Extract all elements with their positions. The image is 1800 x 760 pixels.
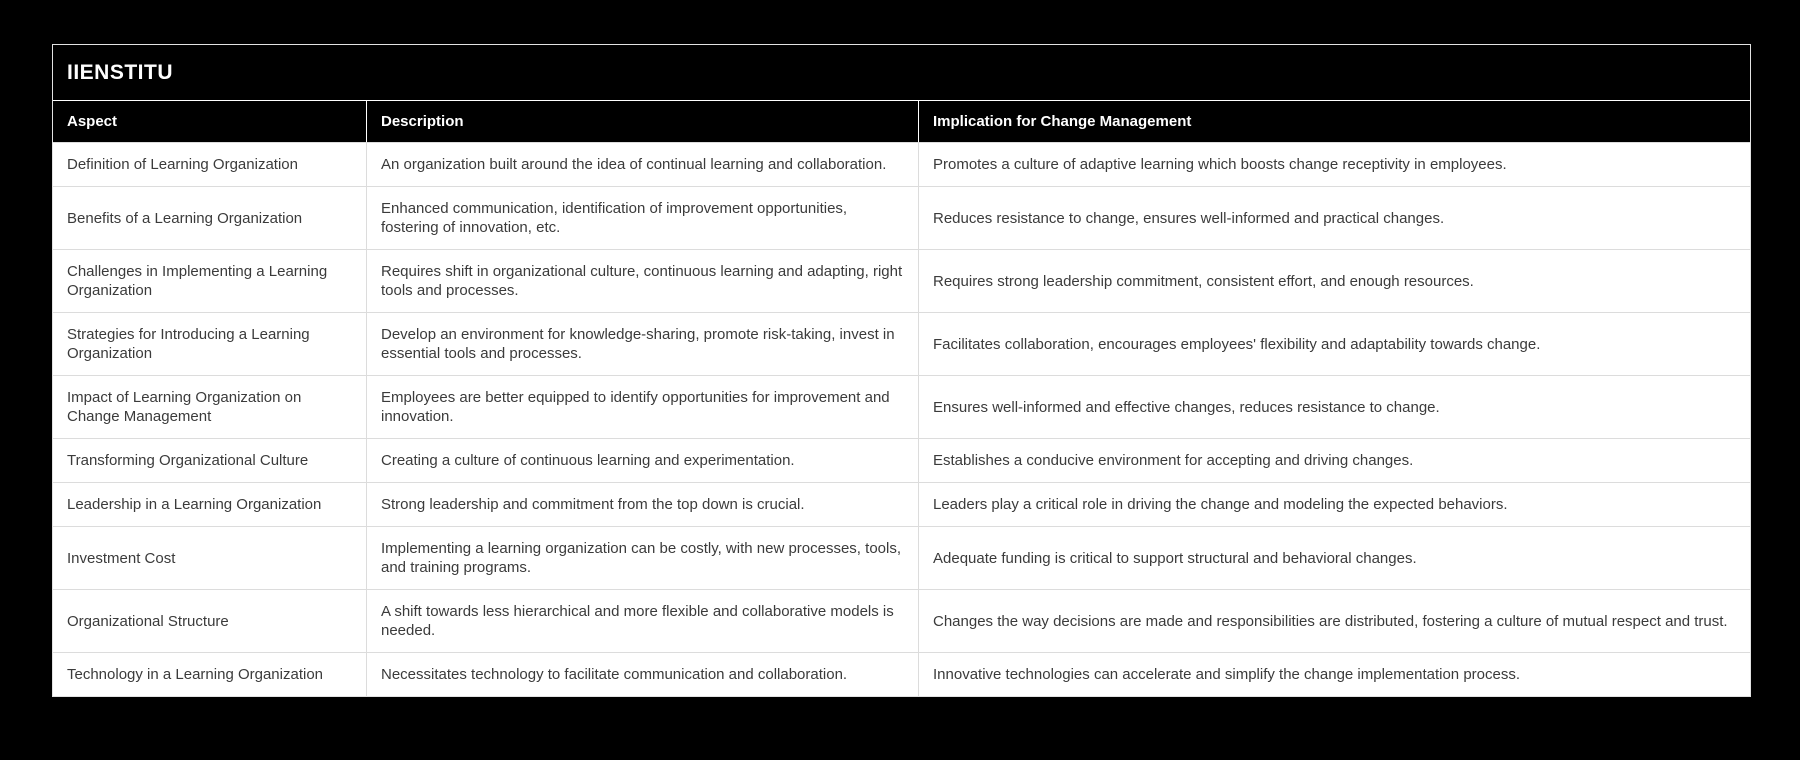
implication-cell: Requires strong leadership commitment, consistent effort, and enough resources. <box>918 249 1750 312</box>
table-row <box>53 438 1750 482</box>
table-row <box>53 482 1750 526</box>
description-cell: Employees are better equipped to identify opportunities for improvement and innovation. <box>366 375 918 438</box>
learning-organization-table <box>53 101 1750 696</box>
table-row <box>53 652 1750 696</box>
aspect-cell: Organizational Structure <box>53 589 366 652</box>
implication-cell: Establishes a conducive environment for accepting and driving changes. <box>918 438 1750 482</box>
header-row <box>53 101 1750 142</box>
implication-cell: Leaders play a critical role in driving the change and modeling the expected behaviors. <box>918 482 1750 526</box>
description-cell: Implementing a learning organization can be costly, with new processes, tools, and training programs. <box>366 526 918 589</box>
brand-title: IIENSTITU <box>53 45 1750 101</box>
implication-cell: Facilitates collaboration, encourages employees' flexibility and adaptability towards change. <box>918 312 1750 375</box>
aspect-cell: Impact of Learning Organization on Change Management <box>53 375 366 438</box>
aspect-cell: Strategies for Introducing a Learning Organization <box>53 312 366 375</box>
implication-cell: Changes the way decisions are made and responsibilities are distributed, fostering a culture of mutual respect and trust. <box>918 589 1750 652</box>
description-cell: Strong leadership and commitment from the top down is crucial. <box>366 482 918 526</box>
implication-cell: Ensures well-informed and effective changes, reduces resistance to change. <box>918 375 1750 438</box>
table-row <box>53 589 1750 652</box>
table-card <box>52 44 1751 697</box>
description-cell: Necessitates technology to facilitate communication and collaboration. <box>366 652 918 696</box>
table-row <box>53 312 1750 375</box>
implication-cell: Innovative technologies can accelerate and simplify the change implementation process. <box>918 652 1750 696</box>
table-row <box>53 142 1750 186</box>
implication-cell: Promotes a culture of adaptive learning which boosts change receptivity in employees. <box>918 142 1750 186</box>
description-cell: A shift towards less hierarchical and more flexible and collaborative models is needed. <box>366 589 918 652</box>
description-cell: Enhanced communication, identification of improvement opportunities, fostering of innovation, etc. <box>366 186 918 249</box>
column-header-aspect: Aspect <box>53 101 366 142</box>
description-cell: Develop an environment for knowledge-sharing, promote risk-taking, invest in essential tools and processes. <box>366 312 918 375</box>
implication-cell: Adequate funding is critical to support structural and behavioral changes. <box>918 526 1750 589</box>
table-header <box>53 101 1750 142</box>
table-row <box>53 526 1750 589</box>
table-row <box>53 375 1750 438</box>
table-row <box>53 249 1750 312</box>
aspect-cell: Technology in a Learning Organization <box>53 652 366 696</box>
table-row <box>53 186 1750 249</box>
aspect-cell: Transforming Organizational Culture <box>53 438 366 482</box>
implication-cell: Reduces resistance to change, ensures well-informed and practical changes. <box>918 186 1750 249</box>
aspect-cell: Benefits of a Learning Organization <box>53 186 366 249</box>
description-cell: An organization built around the idea of continual learning and collaboration. <box>366 142 918 186</box>
description-cell: Requires shift in organizational culture, continuous learning and adapting, right tools and processes. <box>366 249 918 312</box>
aspect-cell: Leadership in a Learning Organization <box>53 482 366 526</box>
aspect-cell: Challenges in Implementing a Learning Organization <box>53 249 366 312</box>
aspect-cell: Investment Cost <box>53 526 366 589</box>
description-cell: Creating a culture of continuous learning and experimentation. <box>366 438 918 482</box>
column-header-implication: Implication for Change Management <box>918 101 1750 142</box>
aspect-cell: Definition of Learning Organization <box>53 142 366 186</box>
column-header-description: Description <box>366 101 918 142</box>
table-body <box>53 142 1750 696</box>
